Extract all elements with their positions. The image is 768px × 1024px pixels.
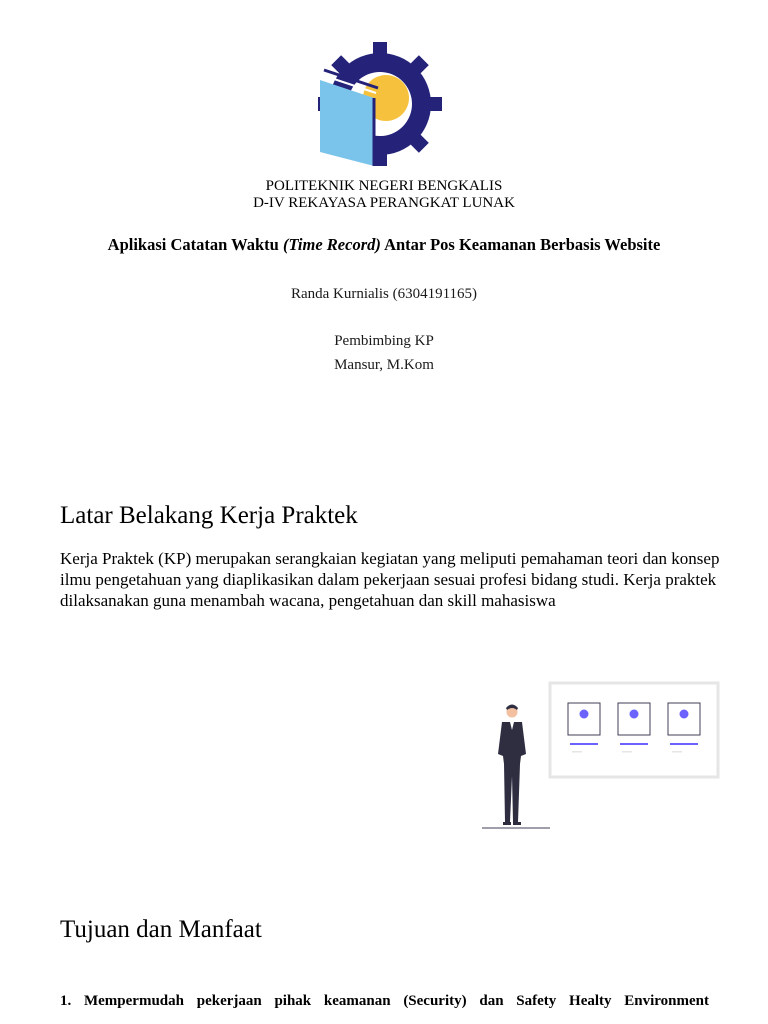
supervisor-label: Pembimbing KP (334, 333, 434, 349)
title-italic: (Time Record) (282, 235, 381, 254)
project-title (0, 235, 768, 255)
program-name: D-IV REKAYASA PERANGKAT LUNAK (253, 195, 515, 211)
section-heading-latar-belakang: Latar Belakang Kerja Praktek (60, 502, 358, 529)
author-name: Randa Kurnialis (6304191165) (290, 286, 478, 302)
list-item: 1. Mempermudah pekerjaan pihak keamanan (Security) dan Safety Healty Environment (60, 993, 709, 1009)
section-heading-tujuan-manfaat: Tujuan dan Manfaat (60, 916, 262, 943)
supervisor-name: Mansur, M.Kom (334, 357, 434, 373)
title-suffix: Antar Pos Keamanan Berbasis Website (380, 235, 661, 254)
institution-name: POLITEKNIK NEGERI BENGKALIS (265, 178, 503, 194)
section-paragraph-latar-belakang: Kerja Praktek (KP) merupakan serangkaian kegiatan yang meliputi pemahaman teori dan konsep ilmu pengetahuan yang diaplikasikan dalam pekerjaan sesuai profesi bidang studi. Kerja praktek dilaksanakan guna menambah wacana, pengetahuan dan skill mahasiswa (60, 549, 720, 610)
title-prefix: Aplikasi Catatan Waktu (107, 235, 283, 254)
polbeng-gear-logo-icon (318, 42, 442, 166)
presenter-board-illustration (450, 672, 725, 837)
